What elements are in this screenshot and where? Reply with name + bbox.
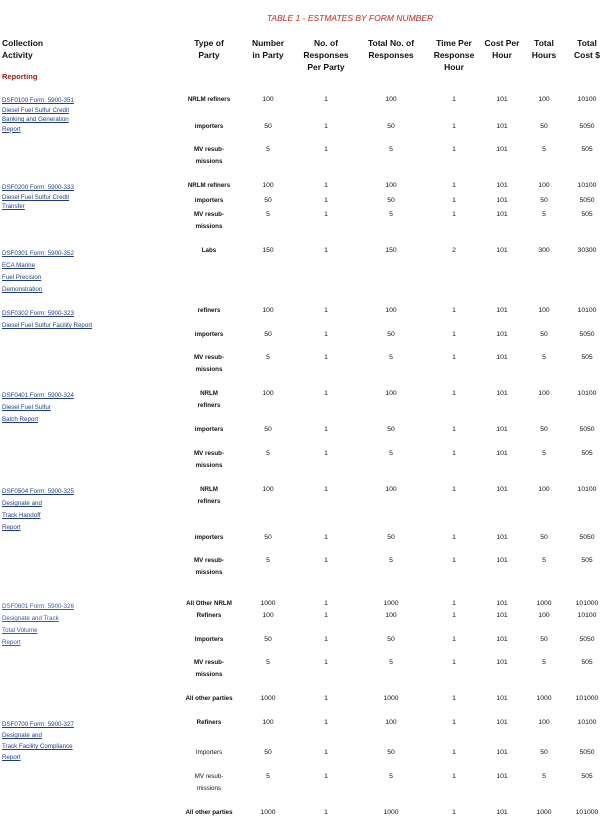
table-cell-h: 50 bbox=[540, 534, 548, 541]
table-cell-tc: 5050 bbox=[579, 123, 595, 130]
table-cell-c: 101 bbox=[496, 450, 508, 457]
table-cell-n: 50 bbox=[264, 534, 272, 541]
table-cell-t: 1 bbox=[452, 354, 456, 361]
table-cell-n: 5 bbox=[266, 659, 270, 666]
table-cell-tc: 505 bbox=[581, 659, 593, 666]
activity-name-line[interactable]: ECA Marine bbox=[2, 262, 36, 269]
activity-name-line[interactable]: Banking and Generation bbox=[2, 116, 69, 123]
table-cell-r: 1 bbox=[324, 182, 328, 189]
type-of-party-cell: MV resub- missions bbox=[194, 773, 224, 792]
table-cell-h: 5 bbox=[542, 450, 546, 457]
table-cell-c: 101 bbox=[496, 773, 508, 780]
table-cell-tr: 5 bbox=[389, 773, 393, 780]
table-cell-t: 1 bbox=[452, 749, 456, 756]
header-time-per-response: Time Per Response Hour bbox=[433, 38, 475, 72]
type-of-party-cell: All Other NRLM bbox=[186, 600, 232, 607]
table-cell-h: 5 bbox=[542, 773, 546, 780]
table-cell-tr: 5 bbox=[389, 354, 393, 361]
table-cell-n: 100 bbox=[262, 486, 274, 493]
table-cell-n: 5 bbox=[266, 450, 270, 457]
activity-name-line[interactable]: Designate and bbox=[2, 732, 42, 739]
table-cell-r: 1 bbox=[324, 450, 328, 457]
table-cell-t: 2 bbox=[452, 247, 456, 254]
table-cell-t: 1 bbox=[452, 450, 456, 457]
table-cell-tc: 10100 bbox=[577, 96, 597, 103]
header-total-hours: Total Hours bbox=[531, 38, 557, 60]
table-cell-c: 101 bbox=[496, 197, 508, 204]
header-total-cost: Total Cost $ bbox=[574, 38, 600, 60]
table-cell-c: 101 bbox=[496, 719, 508, 726]
table-cell-tr: 150 bbox=[385, 247, 397, 254]
table-cell-t: 1 bbox=[452, 123, 456, 130]
table-cell-t: 1 bbox=[452, 307, 456, 314]
table-cell-tc: 5050 bbox=[579, 534, 595, 541]
table-cell-c: 101 bbox=[496, 636, 508, 643]
type-of-party-cell: MV resub- missions bbox=[194, 354, 224, 373]
activity-name-line[interactable]: Report bbox=[2, 125, 21, 133]
table-cell-tc: 5050 bbox=[579, 197, 595, 204]
form-number-link[interactable]: DSF0301 Form: 5900-352 bbox=[2, 250, 74, 257]
type-of-party-cell: Refiners bbox=[196, 612, 222, 619]
table-cell-c: 101 bbox=[496, 600, 508, 607]
table-cell-tc: 505 bbox=[581, 450, 593, 457]
header-cost-per-hour: Cost Per Hour bbox=[484, 38, 520, 60]
table-cell-c: 101 bbox=[496, 612, 508, 619]
table-cell-r: 1 bbox=[324, 96, 328, 103]
table-cell-tc: 10100 bbox=[577, 719, 597, 726]
table-cell-r: 1 bbox=[324, 612, 328, 619]
type-of-party-cell: refiners bbox=[197, 307, 221, 314]
table-cell-h: 50 bbox=[540, 749, 548, 756]
table-cell-tr: 100 bbox=[385, 182, 397, 189]
form-number-link[interactable]: DSF0200 Form: 5900-333 bbox=[2, 184, 74, 191]
table-cell-n: 5 bbox=[266, 211, 270, 218]
table-cell-n: 1000 bbox=[260, 600, 276, 607]
type-of-party-cell: importers bbox=[194, 123, 224, 130]
table-cell-c: 101 bbox=[496, 247, 508, 254]
table-cell-tr: 100 bbox=[385, 307, 397, 314]
table-cell-r: 1 bbox=[324, 773, 328, 780]
table-cell-h: 50 bbox=[540, 331, 548, 338]
table-cell-tr: 5 bbox=[389, 557, 393, 564]
table-cell-t: 1 bbox=[452, 390, 456, 397]
table-cell-h: 5 bbox=[542, 557, 546, 564]
table-cell-tc: 5050 bbox=[579, 636, 595, 643]
table-title: TABLE 1 - ESTMATES BY FORM NUMBER bbox=[266, 13, 434, 23]
table-cell-r: 1 bbox=[324, 659, 328, 666]
table-cell-tc: 505 bbox=[581, 211, 593, 218]
header-responses-per-party: No. of Responses Per Party bbox=[303, 38, 349, 72]
table-cell-t: 1 bbox=[452, 331, 456, 338]
type-of-party-cell: Labs bbox=[201, 247, 217, 254]
table-cell-n: 5 bbox=[266, 557, 270, 564]
table-cell-h: 50 bbox=[540, 123, 548, 130]
table-cell-n: 100 bbox=[262, 612, 274, 619]
table-cell-c: 101 bbox=[496, 146, 508, 153]
table-cell-h: 1000 bbox=[536, 600, 552, 607]
table-cell-c: 101 bbox=[496, 123, 508, 130]
table-cell-tr: 5 bbox=[389, 146, 393, 153]
table-cell-n: 50 bbox=[264, 636, 272, 643]
activity-name-line[interactable]: Report bbox=[2, 754, 21, 761]
table-cell-h: 100 bbox=[538, 390, 550, 397]
table-cell-c: 101 bbox=[496, 695, 508, 702]
table-cell-c: 101 bbox=[496, 182, 508, 189]
table-cell-n: 50 bbox=[264, 123, 272, 130]
header-total-responses: Total No. of Responses bbox=[367, 38, 415, 60]
table-cell-tr: 50 bbox=[387, 123, 395, 130]
table-cell-tr: 100 bbox=[385, 612, 397, 619]
activity-name-line[interactable]: Diesel Fuel Sulfur Credit bbox=[2, 193, 70, 201]
table-cell-tr: 50 bbox=[387, 636, 395, 643]
form-number-link[interactable]: DSF0100 Form: 5900-351 bbox=[2, 97, 74, 104]
table-cell-r: 1 bbox=[324, 307, 328, 314]
type-of-party-cell: MV resub- missions bbox=[194, 557, 224, 576]
activity-entry bbox=[2, 96, 74, 134]
form-number-link[interactable]: DSF0401 Form: 5900-324 bbox=[2, 392, 74, 399]
table-cell-tc: 10100 bbox=[577, 486, 597, 493]
table-cell-h: 5 bbox=[542, 659, 546, 666]
table-cell-r: 1 bbox=[324, 247, 328, 254]
table-cell-r: 1 bbox=[324, 600, 328, 607]
table-cell-tc: 505 bbox=[581, 557, 593, 564]
table-cell-tr: 1000 bbox=[383, 600, 399, 607]
table-cell-tr: 100 bbox=[385, 719, 397, 726]
table-cell-tr: 1000 bbox=[383, 695, 399, 702]
table-cell-tr: 50 bbox=[387, 197, 395, 204]
activity-name-line[interactable]: Demonstration bbox=[2, 286, 43, 293]
table-cell-tr: 50 bbox=[387, 534, 395, 541]
table-cell-h: 300 bbox=[538, 247, 550, 254]
type-of-party-cell: Refiners bbox=[196, 719, 222, 726]
activity-entry bbox=[2, 183, 74, 212]
table-cell-t: 1 bbox=[452, 146, 456, 153]
table-cell-c: 101 bbox=[496, 486, 508, 493]
table-cell-t: 1 bbox=[452, 659, 456, 666]
table-cell-t: 1 bbox=[452, 612, 456, 619]
table-cell-r: 1 bbox=[324, 197, 328, 204]
table-cell-tc: 10100 bbox=[577, 612, 597, 619]
table-cell-c: 101 bbox=[496, 749, 508, 756]
table-cell-c: 101 bbox=[496, 307, 508, 314]
table-cell-h: 50 bbox=[540, 426, 548, 433]
activity-entry bbox=[2, 308, 92, 332]
table-cell-h: 5 bbox=[542, 211, 546, 218]
table-cell-h: 100 bbox=[538, 96, 550, 103]
table-cell-r: 1 bbox=[324, 809, 328, 816]
table-cell-tc: 505 bbox=[581, 354, 593, 361]
table-cell-c: 101 bbox=[496, 331, 508, 338]
table-cell-r: 1 bbox=[324, 695, 328, 702]
table-cell-c: 101 bbox=[496, 557, 508, 564]
table-cell-r: 1 bbox=[324, 636, 328, 643]
table-cell-tc: 505 bbox=[581, 146, 593, 153]
table-cell-tr: 100 bbox=[385, 96, 397, 103]
table-cell-h: 100 bbox=[538, 612, 550, 619]
table-cell-tc: 5050 bbox=[579, 749, 595, 756]
table-cell-t: 1 bbox=[452, 773, 456, 780]
table-cell-n: 50 bbox=[264, 749, 272, 756]
table-cell-c: 101 bbox=[496, 211, 508, 218]
header-number-in-party: Number in Party bbox=[251, 38, 285, 60]
table-cell-r: 1 bbox=[324, 426, 328, 433]
type-of-party-cell: importers bbox=[194, 534, 224, 541]
table-cell-c: 101 bbox=[496, 96, 508, 103]
table-cell-tr: 5 bbox=[389, 211, 393, 218]
activity-name-line[interactable]: Track Handoff bbox=[2, 512, 41, 519]
table-cell-tr: 50 bbox=[387, 331, 395, 338]
type-of-party-cell: MV resub- missions bbox=[194, 211, 224, 230]
type-of-party-cell: MV resub- missions bbox=[194, 146, 224, 165]
table-cell-r: 1 bbox=[324, 557, 328, 564]
table-cell-h: 100 bbox=[538, 182, 550, 189]
type-of-party-cell: MV resub- missions bbox=[194, 659, 224, 678]
table-cell-t: 1 bbox=[452, 636, 456, 643]
table-cell-n: 1000 bbox=[260, 809, 276, 816]
table-cell-t: 1 bbox=[452, 695, 456, 702]
activity-name-line[interactable]: Diesel Fuel Sulfur Facility Report bbox=[2, 322, 93, 329]
activity-entry bbox=[2, 601, 74, 649]
activity-entry bbox=[2, 390, 74, 426]
form-number-link[interactable]: DSF0601 Form: 5900-326 bbox=[2, 603, 74, 610]
table-cell-t: 1 bbox=[452, 182, 456, 189]
table-cell-n: 100 bbox=[262, 96, 274, 103]
table-cell-tc: 10100 bbox=[577, 390, 597, 397]
table-cell-r: 1 bbox=[324, 486, 328, 493]
table-cell-r: 1 bbox=[324, 719, 328, 726]
table-cell-c: 101 bbox=[496, 534, 508, 541]
table-cell-n: 5 bbox=[266, 146, 270, 153]
type-of-party-cell: NRLM refiners bbox=[197, 390, 221, 409]
type-of-party-cell: All other parties bbox=[185, 695, 233, 702]
activity-name-line[interactable]: Fuel Precision bbox=[2, 274, 42, 281]
table-cell-tr: 5 bbox=[389, 450, 393, 457]
table-cell-h: 1000 bbox=[536, 695, 552, 702]
table-cell-r: 1 bbox=[324, 390, 328, 397]
activity-name-line[interactable]: Designate and Track bbox=[2, 615, 59, 622]
activity-entry bbox=[2, 719, 74, 763]
type-of-party-cell: Importers bbox=[195, 749, 223, 756]
table-cell-tc: 10100 bbox=[577, 182, 597, 189]
type-of-party-cell: importers bbox=[194, 426, 224, 433]
type-of-party-cell: NRLM refiners bbox=[187, 182, 231, 189]
table-cell-n: 5 bbox=[266, 773, 270, 780]
table-cell-r: 1 bbox=[324, 354, 328, 361]
form-number-link[interactable]: DSF0504 Form: 5900-325 bbox=[2, 488, 74, 495]
activity-name-line[interactable]: Diesel Fuel Sulfur Credit bbox=[2, 106, 70, 114]
table-cell-t: 1 bbox=[452, 211, 456, 218]
activity-name-line[interactable]: Diesel Fuel Sulfur bbox=[2, 404, 51, 411]
activity-entry bbox=[2, 486, 74, 534]
table-cell-t: 1 bbox=[452, 600, 456, 607]
type-of-party-cell: MV resub- missions bbox=[194, 450, 224, 469]
section-reporting: Reporting bbox=[2, 72, 38, 81]
table-cell-tr: 100 bbox=[385, 486, 397, 493]
form-number-link[interactable]: DSF0700 Form: 5900-327 bbox=[2, 721, 74, 728]
table-cell-tr: 5 bbox=[389, 659, 393, 666]
table-cell-h: 1000 bbox=[536, 809, 552, 816]
table-cell-n: 100 bbox=[262, 390, 274, 397]
activity-name-line[interactable]: Report bbox=[2, 524, 21, 531]
table-cell-n: 5 bbox=[266, 354, 270, 361]
type-of-party-cell: NRLM refiners bbox=[187, 96, 231, 103]
table-cell-tc: 10100 bbox=[577, 307, 597, 314]
activity-entry bbox=[2, 248, 74, 296]
table-cell-t: 1 bbox=[452, 719, 456, 726]
table-cell-tc: 505 bbox=[581, 773, 593, 780]
table-cell-t: 1 bbox=[452, 197, 456, 204]
table-cell-n: 1000 bbox=[260, 695, 276, 702]
table-cell-tc: 101000 bbox=[575, 695, 599, 702]
activity-name-line[interactable]: Report bbox=[2, 639, 21, 646]
table-cell-n: 100 bbox=[262, 719, 274, 726]
table-cell-t: 1 bbox=[452, 96, 456, 103]
table-cell-tr: 50 bbox=[387, 749, 395, 756]
type-of-party-cell: Importers bbox=[194, 636, 224, 643]
table-cell-tr: 100 bbox=[385, 390, 397, 397]
table-cell-h: 100 bbox=[538, 307, 550, 314]
activity-name-line[interactable]: Transfer bbox=[2, 203, 25, 210]
table-cell-h: 50 bbox=[540, 636, 548, 643]
table-cell-c: 101 bbox=[496, 809, 508, 816]
table-cell-c: 101 bbox=[496, 426, 508, 433]
table-cell-n: 50 bbox=[264, 197, 272, 204]
table-cell-h: 5 bbox=[542, 354, 546, 361]
activity-name-line[interactable]: Total Volume bbox=[2, 627, 38, 634]
table-cell-tr: 50 bbox=[387, 426, 395, 433]
type-of-party-cell: NRLM refiners bbox=[197, 486, 221, 505]
table-cell-c: 101 bbox=[496, 390, 508, 397]
type-of-party-cell: All other parties bbox=[185, 809, 233, 816]
table-cell-n: 100 bbox=[262, 307, 274, 314]
table-cell-tc: 5050 bbox=[579, 331, 595, 338]
table-cell-c: 101 bbox=[496, 659, 508, 666]
type-of-party-cell: importers bbox=[194, 197, 224, 204]
table-cell-t: 1 bbox=[452, 809, 456, 816]
table-cell-n: 100 bbox=[262, 182, 274, 189]
table-cell-r: 1 bbox=[324, 211, 328, 218]
table-cell-t: 1 bbox=[452, 534, 456, 541]
header-collection-activity: Collection Activity bbox=[2, 38, 44, 60]
table-cell-n: 50 bbox=[264, 426, 272, 433]
table-cell-r: 1 bbox=[324, 534, 328, 541]
activity-name-line[interactable]: Designate and bbox=[2, 500, 42, 507]
table-cell-tc: 5050 bbox=[579, 426, 595, 433]
table-cell-n: 50 bbox=[264, 331, 272, 338]
activity-name-line[interactable]: Track Facility Compliance bbox=[2, 743, 73, 750]
type-of-party-cell: importers bbox=[194, 331, 224, 338]
table-cell-t: 1 bbox=[452, 557, 456, 564]
table-cell-h: 100 bbox=[538, 486, 550, 493]
table-cell-t: 1 bbox=[452, 486, 456, 493]
header-type-of-party: Type of Party bbox=[194, 38, 224, 60]
table-cell-h: 5 bbox=[542, 146, 546, 153]
form-number-link[interactable]: DSF0302 Form: 5900-323 bbox=[2, 310, 74, 317]
table-cell-r: 1 bbox=[324, 749, 328, 756]
table-cell-r: 1 bbox=[324, 146, 328, 153]
table-cell-tc: 101000 bbox=[575, 600, 599, 607]
activity-name-line[interactable]: Batch Report bbox=[2, 416, 39, 423]
table-cell-r: 1 bbox=[324, 123, 328, 130]
table-cell-t: 1 bbox=[452, 426, 456, 433]
table-cell-h: 100 bbox=[538, 719, 550, 726]
table-cell-tc: 101000 bbox=[575, 809, 599, 816]
table-cell-tr: 1000 bbox=[383, 809, 399, 816]
table-cell-h: 50 bbox=[540, 197, 548, 204]
table-cell-tc: 30300 bbox=[577, 247, 597, 254]
table-cell-c: 101 bbox=[496, 354, 508, 361]
table-cell-r: 1 bbox=[324, 331, 328, 338]
table-cell-n: 150 bbox=[262, 247, 274, 254]
